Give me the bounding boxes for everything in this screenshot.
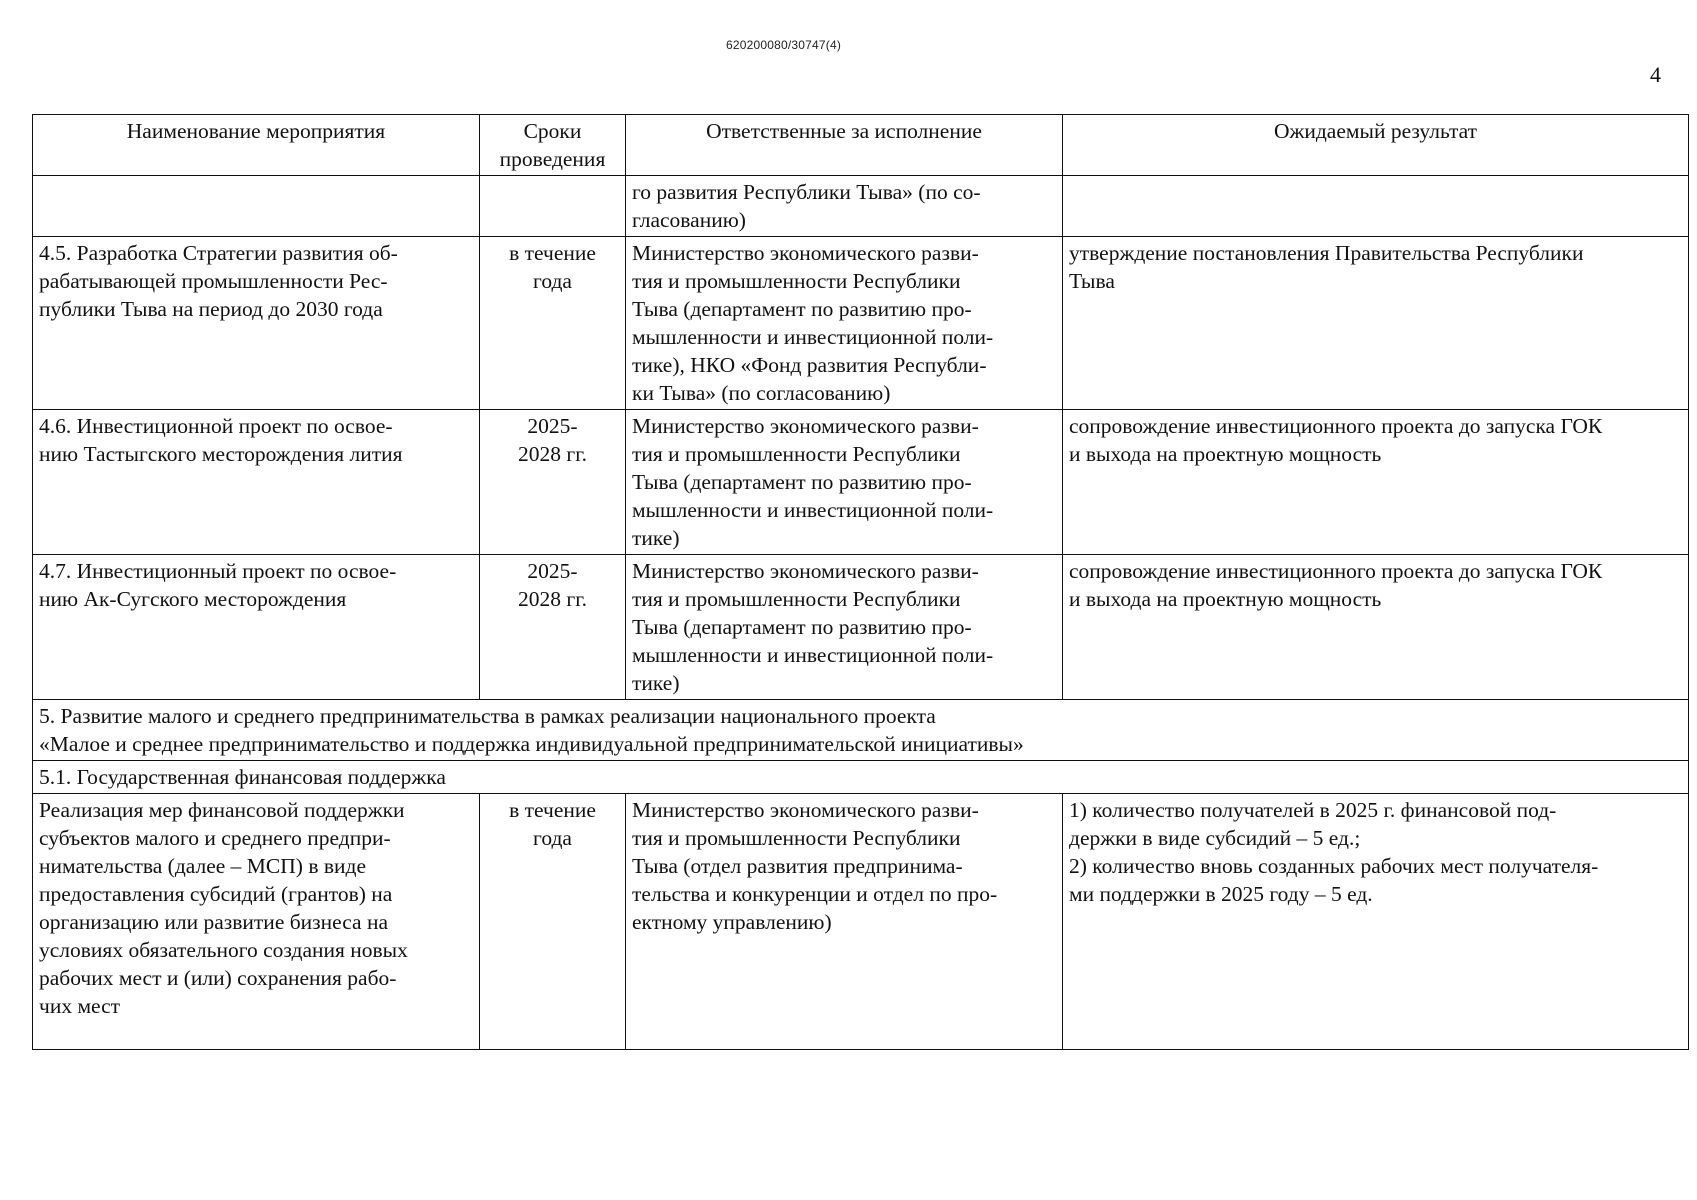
- cell-term: [480, 555, 626, 700]
- cell-name: [33, 176, 480, 237]
- cell-text-line: нимательства (далее – МСП) в виде: [39, 854, 366, 878]
- cell-text-line: тия и промышленности Республики: [632, 587, 961, 611]
- section-heading-line: «Малое и среднее предпринимательство и поддержка индивидуальной предпринимательской инициативы»: [39, 732, 1024, 756]
- cell-text-line: 4.5. Разработка Стратегии развития об-: [39, 241, 398, 265]
- table-header-row: [33, 115, 1689, 176]
- cell-responsible: [626, 237, 1063, 410]
- cell-text-line: Реализация мер финансовой поддержки: [39, 798, 405, 822]
- cell-text-line: гласованию): [632, 208, 746, 232]
- cell-text-line: [486, 178, 619, 206]
- cell-text-line: в течение: [509, 798, 596, 822]
- cell-text-line: ми поддержки в 2025 году – 5 ед.: [1069, 882, 1373, 906]
- table-row: [33, 237, 1689, 410]
- cell-text-line: ки Тыва» (по согласованию): [632, 381, 891, 405]
- column-header-result: [1063, 115, 1689, 176]
- cell-text-line: Сроки: [523, 119, 582, 143]
- cell-text-line: нию Ак-Сугского месторождения: [39, 587, 347, 611]
- cell-responsible: [626, 176, 1063, 237]
- cell-text-line: Тыва (отдел развития предпринима-: [632, 854, 963, 878]
- cell-result: [1063, 794, 1689, 1050]
- cell-text-line: тия и промышленности Республики: [632, 826, 961, 850]
- section-heading-5: [33, 700, 1689, 761]
- cell-text-line: тельства и конкуренции и отдел по про-: [632, 882, 998, 906]
- cell-text-line: держки в виде субсидий – 5 ед.;: [1069, 826, 1361, 850]
- cell-text-line: рабатывающей промышленности Рес-: [39, 269, 388, 293]
- cell-text-line: го развития Республики Тыва» (по со-: [632, 180, 981, 204]
- cell-text-line: 4.6. Инвестиционной проект по освое-: [39, 414, 393, 438]
- cell-text-line: [39, 178, 473, 206]
- cell-name: [33, 555, 480, 700]
- table-row: [33, 176, 1689, 237]
- cell-name: [33, 237, 480, 410]
- cell-text-line: 2028 гг.: [518, 442, 587, 466]
- section-heading-row: [33, 700, 1689, 761]
- cell-text-line: сопровождение инвестиционного проекта до запуска ГОК: [1069, 414, 1603, 438]
- cell-text-line: 2025-: [527, 414, 578, 438]
- cell-text-line: Тыва (департамент по развитию про-: [632, 615, 972, 639]
- cell-text-line: мышленности и инвестиционной поли-: [632, 498, 994, 522]
- document-code: 620200080/30747(4): [726, 38, 842, 52]
- column-header-name: [33, 115, 480, 176]
- cell-text-line: Тыва (департамент по развитию про-: [632, 470, 972, 494]
- cell-text-line: условиях обязательного создания новых: [39, 938, 408, 962]
- cell-text-line: Министерство экономического разви-: [632, 798, 979, 822]
- cell-text-line: Тыва: [1069, 269, 1115, 293]
- cell-responsible: [626, 794, 1063, 1050]
- cell-text-line: 2) количество вновь созданных рабочих мест получателя-: [1069, 854, 1599, 878]
- cell-text-line: тия и промышленности Республики: [632, 442, 961, 466]
- table-row: [33, 410, 1689, 555]
- page-number: 4: [1650, 62, 1661, 87]
- cell-result: [1063, 237, 1689, 410]
- cell-name: [33, 410, 480, 555]
- cell-text-line: 1) количество получателей в 2025 г. финансовой под-: [1069, 798, 1557, 822]
- cell-text-line: и выхода на проектную мощность: [1069, 587, 1382, 611]
- cell-text-line: утверждение постановления Правительства Республики: [1069, 241, 1584, 265]
- cell-result: [1063, 555, 1689, 700]
- cell-text-line: Министерство экономического разви-: [632, 241, 979, 265]
- cell-text-line: публики Тыва на период до 2030 года: [39, 297, 383, 321]
- section-heading-line: 5. Развитие малого и среднего предпринимательства в рамках реализации национального проекта: [39, 704, 936, 728]
- cell-text-line: 2028 гг.: [518, 587, 587, 611]
- column-header-term: [480, 115, 626, 176]
- subsection-heading-5-1: 5.1. Государственная финансовая поддержка: [33, 761, 1689, 794]
- cell-text-line: нию Тастыгского месторождения лития: [39, 442, 403, 466]
- events-table: [32, 114, 1689, 1050]
- cell-text-line: года: [533, 826, 572, 850]
- cell-text-line: и выхода на проектную мощность: [1069, 442, 1382, 466]
- cell-term: [480, 794, 626, 1050]
- cell-text-line: Министерство экономического разви-: [632, 559, 979, 583]
- cell-text-line: Ожидаемый результат: [1273, 119, 1477, 143]
- cell-text-line: 4.7. Инвестиционный проект по освое-: [39, 559, 397, 583]
- cell-text-line: проведения: [499, 147, 606, 171]
- cell-text-line: чих мест: [39, 994, 121, 1018]
- cell-text-line: Ответственные за исполнение: [706, 119, 982, 143]
- cell-text-line: мышленности и инвестиционной поли-: [632, 325, 994, 349]
- cell-text-line: года: [533, 269, 572, 293]
- cell-text-line: ектному управлению): [632, 910, 832, 934]
- cell-responsible: [626, 555, 1063, 700]
- cell-text-line: тике): [632, 526, 680, 550]
- cell-responsible: [626, 410, 1063, 555]
- cell-text-line: организацию или развитие бизнеса на: [39, 910, 389, 934]
- cell-result: [1063, 176, 1689, 237]
- cell-text-line: тике): [632, 671, 680, 695]
- cell-text-line: 2025-: [527, 559, 578, 583]
- cell-result: [1063, 410, 1689, 555]
- table-row: [33, 794, 1689, 1050]
- cell-text-line: мышленности и инвестиционной поли-: [632, 643, 994, 667]
- cell-text-line: [1069, 178, 1682, 206]
- column-header-responsible: [626, 115, 1063, 176]
- subsection-heading-row: [33, 761, 1689, 794]
- cell-text-line: субъектов малого и среднего предпри-: [39, 826, 391, 850]
- cell-term: [480, 176, 626, 237]
- cell-text-line: тия и промышленности Республики: [632, 269, 961, 293]
- cell-text-line: рабочих мест и (или) сохранения рабо-: [39, 966, 397, 990]
- cell-term: [480, 410, 626, 555]
- cell-text-line: Министерство экономического разви-: [632, 414, 979, 438]
- cell-text-line: Тыва (департамент по развитию про-: [632, 297, 972, 321]
- cell-text-line: в течение: [509, 241, 596, 265]
- cell-text-line: сопровождение инвестиционного проекта до запуска ГОК: [1069, 559, 1603, 583]
- cell-name: [33, 794, 480, 1050]
- cell-text-line: тике), НКО «Фонд развития Республи-: [632, 353, 987, 377]
- cell-term: [480, 237, 626, 410]
- cell-text-line: Наименование мероприятия: [126, 119, 386, 143]
- table-row: [33, 555, 1689, 700]
- cell-text-line: предоставления субсидий (грантов) на: [39, 882, 393, 906]
